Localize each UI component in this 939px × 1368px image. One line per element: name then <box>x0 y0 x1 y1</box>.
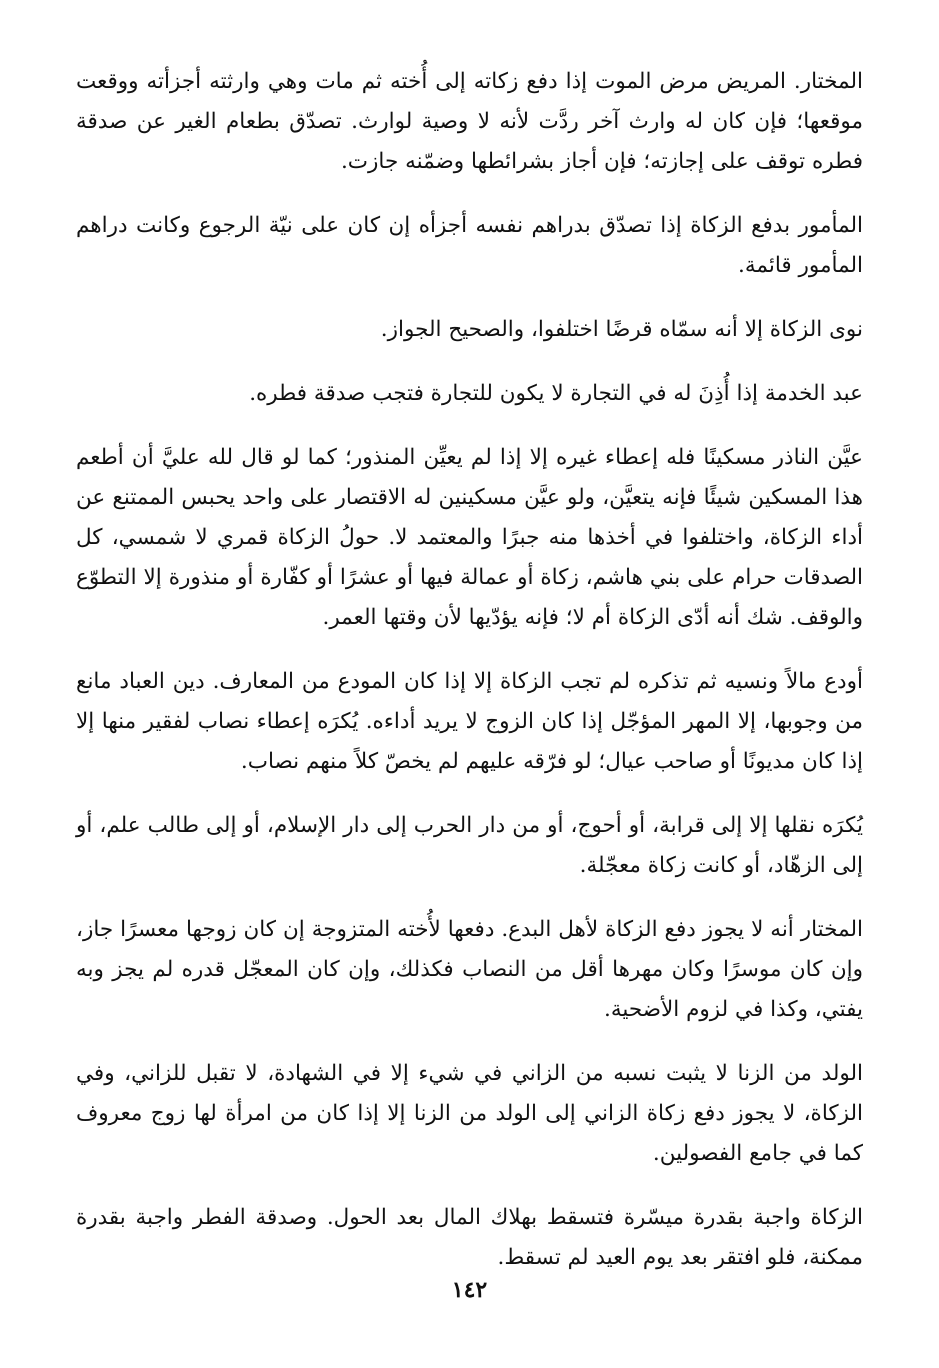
paragraph-text: نوى الزكاة إلا أنه سمّاه قرضًا اختلفوا، والصحيح الجواز. <box>380 317 863 342</box>
paragraph-text: المأمور بدفع الزكاة إذا تصدّق بدراهم نفسه أجزأه إن كان على نيّة الرجوع وكانت دراهم المأمور قائمة. <box>76 213 864 278</box>
page-number: ١٤٢ <box>451 1277 488 1303</box>
paragraph-10 <box>76 1198 863 1278</box>
paragraph-7 <box>76 806 863 886</box>
paragraph-4 <box>76 374 863 414</box>
paragraph-1 <box>76 62 863 182</box>
paragraph-text: عبد الخدمة إذا أُذِنَ له في التجارة لا يكون للتجارة فتجب صدقة فطره. <box>249 381 863 406</box>
paragraph-text: يُكرَه نقلها إلا إلى قرابة، أو أحوج، أو من دار الحرب إلى دار الإسلام، أو إلى طالب علم، أو إلى الزهّاد، أو كانت زكاة معجّلة. <box>76 813 863 878</box>
paragraph-5 <box>76 438 863 638</box>
paragraph-text: الزكاة واجبة بقدرة ميسّرة فتسقط بهلاك المال بعد الحول. وصدقة الفطر واجبة بقدرة ممكنة، فلو افتقر بعد يوم العيد لم تسقط. <box>76 1205 863 1270</box>
paragraph-8 <box>76 910 863 1030</box>
paragraph-text: المختار أنه لا يجوز دفع الزكاة لأهل البدع. دفعها لأُخته المتزوجة إن كان زوجها معسرًا جاز، وإن كان موسرًا وكان مهرها أقل من النصاب فكذلك، وإن كان المعجّل قدره لم يجز وبه يفتي، وكذا في لزوم الأضحية. <box>76 917 863 1022</box>
paragraph-text: أودع مالاً ونسيه ثم تذكره لم تجب الزكاة إلا إذا كان المودع من المعارف. دين العباد مانع من وجوبها، إلا المهر المؤجّل إذا كان الزوج لا يريد أداءه. يُكرَه إعطاء نصاب لفقير منها إلا إذا كان مديونًا أو صاحب عيال؛ لو فرّقه عليهم لم يخصّ كلاً منهم نصاب. <box>76 669 863 774</box>
paragraph-3 <box>76 310 863 350</box>
paragraph-text: عيَّن الناذر مسكينًا فله إعطاء غيره إلا إذا لم يعيِّن المنذور؛ كما لو قال لله عليَّ أن أطعم هذا المسكين شيئًا فإنه يتعيَّن، ولو عيَّن مسكينين له الاقتصار على واحد يحبس الممتنع عن أداء الزكاة، واختلفوا في أخذها منه جبرًا والمعتمد لا. حولُ الزكاة قمري لا شمسي، كل الصدقات حرام على بني هاشم، زكاة أو عمالة فيها أو عشرًا أو كفّارة أو منذورة إلا التطوّع والوقف. شك أنه أدّى الزكاة أم لا؛ فإنه يؤدّيها لأن وقتها العمر. <box>76 445 863 630</box>
paragraph-text: المختار. المريض مرض الموت إذا دفع زكاته إلى أُخته ثم مات وهي وارثته أجزأته ووقعت موقعها؛ فإن كان له وارث آخر ردَّت لأنه لا وصية لوارث. تصدّق بطعام الغير عن صدقة فطره توقف على إجازته؛ فإن أجاز بشرائطها وضمّنه جازت. <box>76 69 863 174</box>
paragraph-9 <box>76 1054 863 1174</box>
paragraph-2 <box>76 206 863 286</box>
paragraph-text: الولد من الزنا لا يثبت نسبه من الزاني في شيء إلا في الشهادة، لا تقبل للزاني، وفي الزكاة، لا يجوز دفع زكاة الزاني إلى الولد من الزنا إلا إذا كان من امرأة لها زوج معروف كما في جامع الفصولين. <box>76 1061 863 1166</box>
paragraph-6 <box>76 662 863 782</box>
